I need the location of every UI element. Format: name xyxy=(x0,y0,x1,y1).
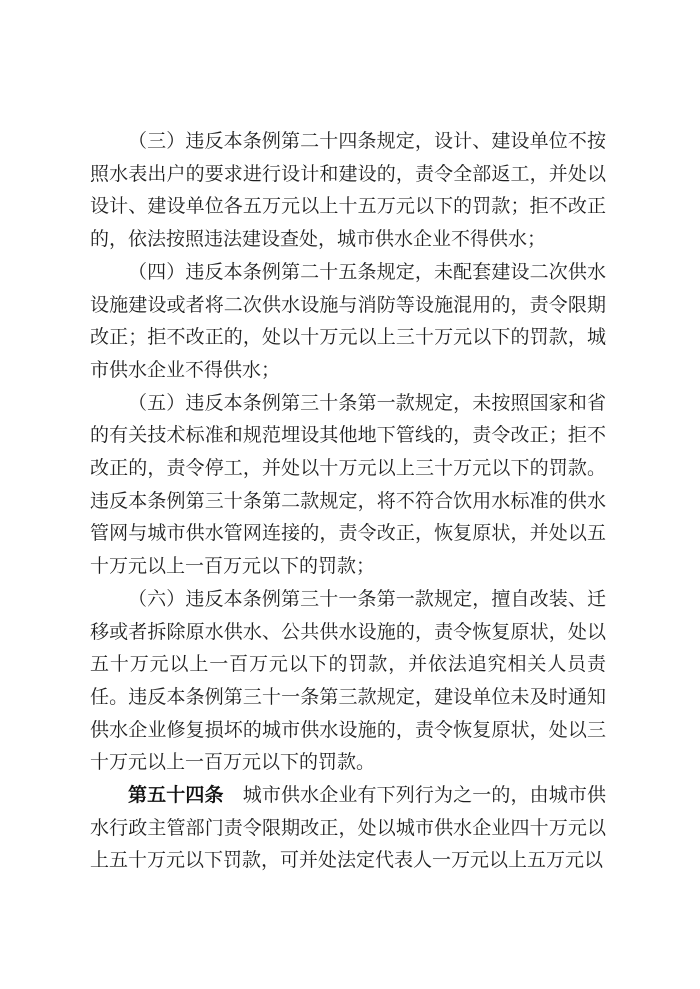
article-54-number: 第五十四条 xyxy=(128,785,224,807)
paragraph-clause-5-text: （五）违反本条例第三十条第一款规定，未按照国家和省的有关技术标准和规范埋设其他地下管线的，责令改正；拒不改正的，责令停工，并处以十万元以上三十万元以下的罚款。违反本条例第三十条第二款规定，将不符合饮用水标准的供水管网与城市供水管网连接的，责令改正，恢复原状，并处以五十万元以上一百万元以下的罚款； xyxy=(90,392,606,578)
paragraph-clause-5 xyxy=(90,388,606,584)
paragraph-article-54 xyxy=(90,780,606,878)
paragraph-clause-4 xyxy=(90,257,606,388)
paragraph-clause-6 xyxy=(90,584,606,780)
article-54-text: 城市供水企业有下列行为之一的，由城市供水行政主管部门责令限期改正，处以城市供水企业四十万元以上五十万元以下罚款，可并处法定代表人一万元以上五万元以 xyxy=(90,785,606,872)
document-content xyxy=(90,126,606,878)
paragraph-clause-6-text: （六）违反本条例第三十一条第一款规定，擅自改装、迁移或者拆除原水供水、公共供水设施的，责令恢复原状，处以五十万元以上一百万元以下的罚款，并依法追究相关人员责任。违反本条例第三十一条第三款规定，建设单位未及时通知供水企业修复损坏的城市供水设施的，责令恢复原状，处以三十万元以上一百万元以下的罚款。 xyxy=(90,588,606,774)
paragraph-clause-3 xyxy=(90,126,606,257)
paragraph-clause-3-text: （三）违反本条例第二十四条规定，设计、建设单位不按照水表出户的要求进行设计和建设的，责令全部返工，并处以设计、建设单位各五万元以上十五万元以下的罚款；拒不改正的，依法按照违法建设查处，城市供水企业不得供水； xyxy=(90,131,606,251)
paragraph-clause-4-text: （四）违反本条例第二十五条规定，未配套建设二次供水设施建设或者将二次供水设施与消防等设施混用的，责令限期改正；拒不改正的，处以十万元以上三十万元以下的罚款，城市供水企业不得供水； xyxy=(90,261,606,381)
